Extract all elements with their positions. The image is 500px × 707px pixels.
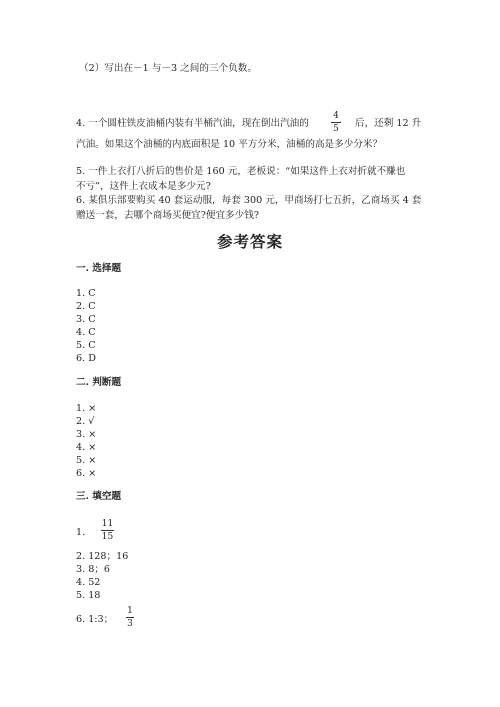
answer-item: 2. C: [76, 301, 96, 312]
answer-item: 3. C: [76, 314, 96, 325]
question-4-line-1a: 4. 一个圆柱铁皮油桶内装有半桶汽油，现在倒出汽油的: [76, 118, 309, 129]
answer-item: 3. 8；6: [76, 564, 111, 575]
answer-item: 3. ×: [76, 429, 97, 440]
fraction-bar: [331, 122, 341, 123]
answer-item: 6. ×: [76, 468, 97, 479]
answers-title: 参考答案: [217, 232, 284, 251]
fill-answer-1-fraction: [101, 519, 114, 542]
answer-item: 4. 52: [76, 577, 101, 588]
fraction-bar: [101, 530, 114, 531]
answer-item: 1. ×: [76, 403, 97, 414]
answer-item: 1. C: [76, 288, 96, 299]
section-heading-fill-blank: 三. 填空题: [76, 491, 122, 502]
answer-item: 4. ×: [76, 442, 97, 453]
question-4-line-1b: 后，还剩 12 升: [355, 118, 422, 129]
answer-item: 5. C: [76, 340, 96, 351]
fraction-bar: [126, 617, 134, 618]
answer-item: 2. √: [76, 416, 95, 427]
question-4-line-2: 汽油。如果这个油桶的内底面积是 10 平方分米，油桶的高是多少分米？: [76, 139, 383, 150]
answer-item: 6. D: [76, 353, 96, 364]
answer-item: 5. ×: [76, 455, 97, 466]
fraction-numerator: 1: [127, 606, 133, 616]
question-2-part: （2）写出在－1 与－3 之间的三个负数。: [79, 63, 257, 74]
question-4-fraction: [331, 111, 341, 134]
fill-answer-6-fraction: [126, 606, 134, 629]
question-5-line-1: 5. 一件上衣打八折后的售价是 160 元，老板说：“如果这件上衣对折就不赚也: [76, 166, 406, 177]
question-6-line-1: 6. 某俱乐部要购买 40 套运动服，每套 300 元，甲商场打七五折，乙商场买 4 套: [76, 195, 422, 206]
fraction-denominator: 3: [127, 619, 133, 629]
answer-item: 2. 128；16: [76, 551, 129, 562]
question-6-line-2: 赠送一套，去哪个商场买便宜?便宜多少钱?: [76, 210, 259, 221]
fraction-denominator: 5: [333, 124, 339, 134]
fill-answer-6-label: 6. 1:3；: [76, 614, 114, 625]
answer-item: 4. C: [76, 327, 96, 338]
section-heading-judgement: 二. 判断题: [76, 377, 122, 388]
fraction-numerator: 11: [101, 519, 114, 529]
question-5-line-2: 不亏”，这件上衣成本是多少元?: [76, 181, 211, 192]
fraction-numerator: 4: [333, 111, 339, 121]
answer-item: 5. 18: [76, 590, 101, 601]
section-heading-choice: 一. 选择题: [76, 263, 122, 274]
fill-answer-1-label: 1.: [76, 527, 86, 538]
fraction-denominator: 15: [101, 532, 114, 542]
